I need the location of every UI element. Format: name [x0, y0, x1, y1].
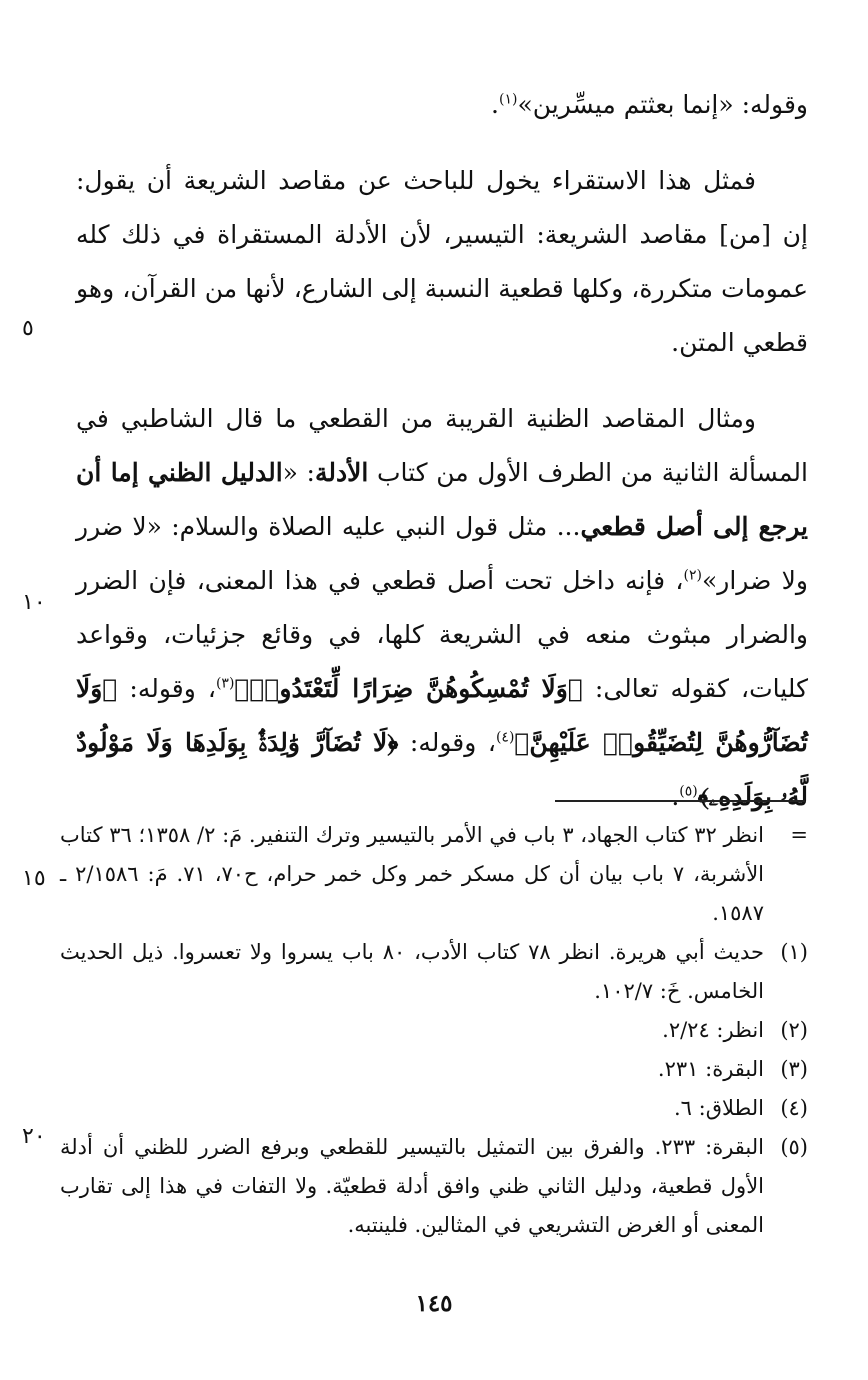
footnote-ref: (٢)	[683, 567, 702, 584]
footnote-3	[60, 1050, 808, 1089]
footnote-text: البقرة: ٢٣٣. والفرق بين التمثيل بالتيسير للقطعي وبرفع الضرر للظني أن أدلة الأول قطعية، ودليل الثاني ظني وافق أدلة قطعيّة. ولا التفات في هذا إلى تقارب المعنى أو الغرض التشريعي في المثالين. فلينتبه.	[60, 1135, 764, 1237]
footnote-1	[60, 933, 808, 1011]
footnote-mark: (٢)	[780, 1018, 808, 1042]
footnote-continued	[60, 816, 808, 933]
footnote-text: انظر ٣٢ كتاب الجهاد، ٣ باب في الأمر بالتيسير وترك التنفير. مَ: ٢/ ١٣٥٨؛ ٣٦ كتاب الأشربة، ٧ باب بيان أن كل مسكر خمر وكل خمر حرام، ح٧٠، ٧١. مَ: ٢/١٥٨٦ ـ ١٥٨٧.	[60, 823, 765, 925]
text-span: ، فإنه داخل تحت أصل قطعي في هذا المعنى، فإن الضرر والضرار مبثوث منعه في الشريعة كلها، في وقائع جزئيات، وقواعد كليات، كقوله تعالى:	[76, 566, 808, 703]
footnote-ref: (٥)	[679, 783, 698, 800]
footnote-ref: (٣)	[215, 675, 235, 692]
footnote-mark: (١)	[780, 940, 808, 964]
footnote-2	[60, 1011, 808, 1050]
paragraph-3	[76, 392, 808, 824]
text-span: وقوله: «إنما بعثتم ميسِّرين»	[517, 90, 808, 119]
footnote-5	[60, 1128, 808, 1245]
paragraph-1	[76, 78, 808, 132]
footnote-ref: (٤)	[495, 729, 515, 746]
page-number: ١٤٥	[415, 1290, 453, 1317]
footnotes	[60, 816, 808, 1245]
footnote-text: الطلاق: ٦.	[673, 1096, 764, 1120]
paragraph-2: فمثل هذا الاستقراء يخول للباحث عن مقاصد الشريعة أن يقول: إن [من] مقاصد الشريعة: التيسير، لأن الأدلة المستقراة في ذلك كله عمومات متكررة، وكلها قطعية النسبة إلى الشارع، لأنها من القرآن، وهو قطعي المتن.	[76, 166, 808, 357]
text-span: .	[671, 782, 680, 811]
quran-verse: ﴿وَلَا تُضَآرُّوهُنَّ لِتُضَيِّقُوا۟ عَلَيْهِنَّ﴾	[76, 674, 808, 757]
footnote-text: حديث أبي هريرة. انظر ٧٨ كتاب الأدب، ٨٠ باب يسروا ولا تعسروا. ذيل الحديث الخامس. خَ: ١٠٢/٧.	[60, 940, 764, 1003]
text-span: .	[491, 90, 499, 119]
text-span: : «	[282, 458, 315, 487]
footnote-text: البقرة: ٢٣١.	[657, 1057, 764, 1081]
line-number: ٢٠	[22, 1124, 46, 1149]
footnote-text: انظر: ٢/٢٤.	[662, 1018, 764, 1042]
quran-verse: ﴿لَا تُضَآرَّ وَٰلِدَةٌۢ بِوَلَدِهَا وَلَا مَوْلُودٌ لَّهُۥ بِوَلَدِهِۦ﴾	[76, 728, 808, 811]
footnote-ref: (١)	[498, 91, 518, 108]
quoted-rule: الدليل الظني إما أن يرجع إلى أصل قطعي	[76, 458, 808, 541]
footnote-divider	[555, 800, 805, 802]
text-span: ومثال المقاصد الظنية القريبة من القطعي ما قال الشاطبي في المسألة الثانية من الطرف الأول من كتاب	[76, 404, 808, 487]
footnote-mark: (٣)	[780, 1057, 808, 1081]
text-span: ... مثل قول النبي عليه الصلاة والسلام: «لا ضرر ولا ضرار»	[76, 512, 808, 595]
footnote-4	[60, 1089, 808, 1128]
main-text	[76, 78, 808, 824]
line-number: ٥	[22, 316, 34, 341]
text-span: ، وقوله:	[398, 728, 496, 757]
text-span: ، وقوله:	[117, 674, 216, 703]
line-number: ١٠	[22, 590, 46, 615]
footnote-mark: =	[790, 823, 808, 847]
footnote-mark: (٥)	[780, 1135, 808, 1159]
book-title: الأدلة	[315, 458, 369, 487]
footnote-mark: (٤)	[780, 1096, 808, 1120]
quran-verse: ﴿وَلَا تُمْسِكُوهُنَّ ضِرَارًا لِّتَعْتَدُوا۟﴾	[234, 674, 583, 703]
line-number: ١٥	[22, 866, 46, 891]
